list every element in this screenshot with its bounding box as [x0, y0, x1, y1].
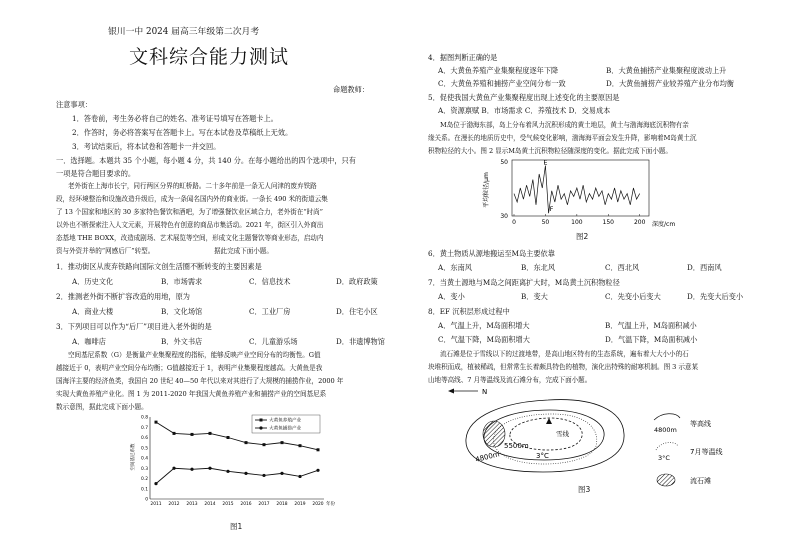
passage-line: 态基地 THE BOXX，改造成剧场、艺术展览等空间，形成文化主题餐饮等商业形态，启动内	[56, 234, 324, 242]
x-tick-label: 2018	[276, 502, 288, 507]
section-instructions: 一．选择题。本题共 35 个小题，每小题 4 分，共 140 分。在每小题给出的四个选项中，只有	[56, 156, 356, 165]
data-point	[263, 443, 266, 446]
label-e: E	[543, 158, 548, 167]
option-d: D．住宅小区	[336, 307, 378, 316]
data-point	[226, 470, 229, 473]
data-point	[317, 448, 320, 451]
plot-frame	[512, 160, 649, 216]
legend-label: 等高线	[690, 420, 711, 428]
option-a: A．商业大楼	[72, 307, 114, 316]
section-instructions: 一项是符合题目要求的。	[56, 169, 136, 178]
x-tick-label: 0	[512, 219, 516, 226]
north-label: N	[482, 388, 488, 396]
legend-label: 大黄鱼捕捞产业	[269, 426, 302, 432]
option-d: D．大黄鱼捕捞产业较养殖产业分布均衡	[606, 79, 734, 88]
setter-label: 命题教师：	[333, 85, 369, 94]
figure-1-chart	[131, 413, 335, 509]
data-point	[281, 441, 284, 444]
legend-isotherm-swatch	[656, 443, 678, 450]
data-point	[299, 444, 302, 447]
y-tick-label: 0.3	[141, 466, 148, 472]
y-tick-label: 0	[145, 497, 148, 503]
legend-label: 流石滩	[690, 477, 711, 485]
snowline-label: 雪线	[556, 430, 569, 438]
data-point	[298, 475, 301, 478]
passage-line: 段，经环境整治和设施改造升级后，成为一条闻名国内外的商业街。一条长 490 米的街道云集	[56, 195, 328, 203]
figure-1-caption: 图1	[230, 522, 243, 531]
question-7: 7．当黄土源地与M岛之间距离扩大时，M岛黄土沉积物粒径	[428, 278, 620, 287]
option-d: D．气温下降，M岛面积减小	[605, 335, 698, 344]
x-tick-label: 2015	[222, 502, 234, 507]
y-axis-label: 平均粒径/μm	[483, 172, 490, 208]
question-1: 1．推动街区从废弃铁路向国际文创生活圈不断转变的主要因素是	[56, 262, 262, 271]
passage-line: M岛位于渤海东部，岛上分布着风力沉积形成的黄土地层，黄土与渤海海底沉积物有亲	[440, 121, 689, 129]
passage-line: 实现大黄鱼养殖产业化。图 1 为 2011-2020 年我国大黄鱼养殖产业和捕捞产业的空间基尼系	[56, 390, 327, 398]
x-tick-label: 50	[541, 219, 550, 226]
y-tick-label: 0.7	[141, 425, 148, 431]
x-tick-label: 150	[602, 219, 615, 226]
question-4: 4．据图判断正确的是	[428, 53, 498, 62]
option-b: B．变大	[521, 292, 548, 301]
option-a: A．变小	[438, 292, 465, 301]
option-c: C．工业厂房	[249, 307, 291, 316]
x-tick-label: 2013	[186, 502, 198, 507]
y-tick-label: 0.8	[141, 415, 148, 421]
x-tick-label: 200	[633, 219, 646, 226]
passage-line: 缘关系。在漫长的地质历史中，受气候变化影响，渤海海平面会发生升降，影响着M岛黄土沉	[428, 134, 697, 142]
question-5: 5．促使我国大黄鱼产业集聚程度出现上述变化的主要原因是	[428, 93, 620, 102]
figure-2-chart	[484, 158, 684, 238]
option-a: A．气温上升，M岛面积增大	[438, 321, 530, 330]
question-6: 6．黄土物质从源地搬运至M岛主要依靠	[428, 249, 555, 258]
data-point	[191, 433, 194, 436]
data-point	[172, 467, 175, 470]
contour-label: 5500m	[504, 442, 529, 450]
legend-label: 7月等温线	[690, 448, 723, 456]
data-point	[190, 468, 193, 471]
legend-contour-swatch	[654, 414, 680, 420]
passage-line: 空间基尼系数（G）是衡量产业集聚程度的指标，能够反映产业空间分布的均衡性。G值	[68, 351, 321, 359]
option-c: C．儿童游乐场	[249, 337, 298, 346]
data-point	[209, 432, 212, 435]
data-point	[245, 441, 248, 444]
scree-slope-area	[483, 421, 505, 447]
option-b: B．文化场馆	[161, 307, 203, 316]
option-d: D．政府政策	[336, 277, 378, 286]
legend-marker-dot	[259, 426, 262, 429]
x-tick-label: 2019	[294, 502, 306, 507]
y-tick-label: 0.2	[141, 477, 148, 483]
notes-title: 注意事项：	[56, 100, 92, 109]
x-tick-label: 2012	[168, 502, 180, 507]
y-tick-label: 0.1	[141, 487, 148, 493]
note-item: 2．作答时，务必将答案写在答题卡上。写在本试卷及草稿纸上无效。	[72, 128, 293, 137]
y-tick-label: 0.6	[141, 436, 148, 442]
data-point	[208, 467, 211, 470]
legend-marker-square	[260, 419, 263, 422]
y-tick-label: 0.4	[141, 456, 148, 462]
legend-sample: 4800m	[654, 426, 677, 434]
option-a: A．咖啡店	[72, 337, 106, 346]
north-arrow-head	[448, 389, 454, 394]
passage-line: 数示意图，据此完成下面小题。	[56, 403, 148, 411]
passage-line: 山地等高线、7 月等温线及流石滩分布，完成下面小题。	[428, 376, 592, 384]
x-tick-label: 2020	[312, 502, 324, 507]
question-3: 3．下列项目可以作为“后厂”项目进入老外街的是	[56, 322, 212, 331]
x-axis-unit: 年份	[326, 502, 335, 507]
passage-line: 资与外资并举的“网感后厂”转型。	[56, 247, 155, 255]
y-axis-label: 空间基尼系数	[131, 443, 136, 471]
x-tick-label: 2016	[240, 502, 252, 507]
question-8: 8．EF 沉积层形成过程中	[428, 307, 510, 316]
y-tick-label: 50	[500, 159, 508, 166]
data-point	[173, 432, 176, 435]
passage-line: 老外街在上海市长宁，同行两区分界的虹桥路。二十多年前是一条无人问津的废弃铁路	[68, 182, 317, 190]
contour-label: 4800m	[474, 450, 501, 464]
option-a: A．东南风	[438, 263, 472, 272]
option-c: C．西北风	[605, 263, 640, 272]
x-tick-label: 2011	[150, 502, 162, 507]
data-point	[244, 472, 247, 475]
passage-line: 国海洋主要的经济鱼类，我国自 20 世纪 40—50 年代以来对其进行了大规模的捕捞作业，2000 年	[56, 377, 344, 385]
option-c: C．先变小后变大	[605, 292, 661, 301]
legend-label: 大黄鱼养殖产业	[269, 418, 302, 424]
exam-school-title: 银川一中 2024 届高三年级第二次月考	[108, 27, 260, 37]
peak-icon	[546, 418, 552, 424]
grain-size-series	[514, 166, 640, 214]
passage-line: 了 13 个国家和地区的 30 多家特色餐饮和酒吧，为了增强餐饮业区域合力，老外街在“时尚”	[56, 208, 323, 216]
passage-line: 流石滩是位于雪线以下的过渡地带，是高山地区特有的生态系统，遍布着大大小小的石	[440, 350, 689, 358]
data-point	[280, 472, 283, 475]
option-d: D．西南风	[687, 263, 722, 272]
option-b: B．外文书店	[161, 337, 203, 346]
option-a: A．历史文化	[72, 277, 114, 286]
question-2: 2．推测老外街不断扩容改造的用地，原为	[56, 292, 190, 301]
passage-tail: 据此完成下面小题。	[214, 247, 273, 255]
passage-line: 块堆积而成，植被稀疏，但常常生长着颇具特色的植物，演化出特殊的耐寒机制。图 3 示意某	[428, 363, 698, 371]
option-c: C．大黄鱼养殖和捕捞产业空间分布一致	[438, 79, 566, 88]
legend-sample: 3°C	[658, 454, 670, 462]
option-c: C．气温下降，M岛面积增大	[438, 335, 530, 344]
data-point	[262, 474, 265, 477]
series-line-fishing	[156, 468, 318, 483]
exam-title: 文科综合能力测试	[129, 46, 290, 68]
data-point	[316, 469, 319, 472]
option-b: B．市场需求	[161, 277, 203, 286]
data-point	[155, 421, 158, 424]
options-q5: A．资源禀赋 B．市场需求 C．养殖技术 D．交易成本	[438, 106, 611, 115]
legend-scree-swatch	[657, 474, 675, 486]
option-b: B．大黄鱼捕捞产业集聚程度波动上升	[606, 66, 727, 75]
y-tick-label: 30	[500, 213, 508, 220]
figure-3-caption: 图3	[578, 485, 591, 494]
figure-2-caption: 图2	[576, 232, 589, 241]
passage-line: 越接近于 0，表明产业空间分布均衡；G值越接近于 1，表明产业集聚程度越高。大黄鱼是我	[56, 364, 323, 372]
option-c: C．信息技术	[249, 277, 291, 286]
x-tick-label: 2014	[204, 502, 216, 507]
note-item: 1．答卷前，考生务必将自己的姓名、准考证号填写在答题卡上。	[72, 114, 278, 123]
x-axis-label: 深度/cm	[652, 221, 676, 228]
label-f: F	[549, 205, 554, 214]
option-a: A．大黄鱼养殖产业集聚程度逐年下降	[438, 66, 559, 75]
note-item: 3．考试结束后，将本试卷和答题卡一并交回。	[72, 142, 221, 151]
x-tick-label: 2017	[258, 502, 270, 507]
passage-line: 积物粒径的大小。图 2 显示M岛黄土沉积物粒径随深度的变化。据此完成下面小题。	[428, 147, 672, 155]
option-d: D．先变大后变小	[687, 292, 744, 301]
option-b: B．东北风	[521, 263, 556, 272]
option-d: D．非遗博物馆	[336, 337, 385, 346]
data-point	[227, 436, 230, 439]
isotherm-label: 3°C	[536, 452, 549, 460]
y-tick-label: 0.5	[141, 446, 148, 452]
x-tick-label: 100	[571, 219, 583, 226]
figure-3-map	[428, 384, 764, 494]
option-b: B．气温上升，M岛面积减小	[605, 321, 697, 330]
data-point	[154, 482, 157, 485]
passage-line: 以外也不断探索注入人文元素，开展特色有创意的商品市集活动。2021 年，街区引入外商出	[56, 221, 324, 229]
